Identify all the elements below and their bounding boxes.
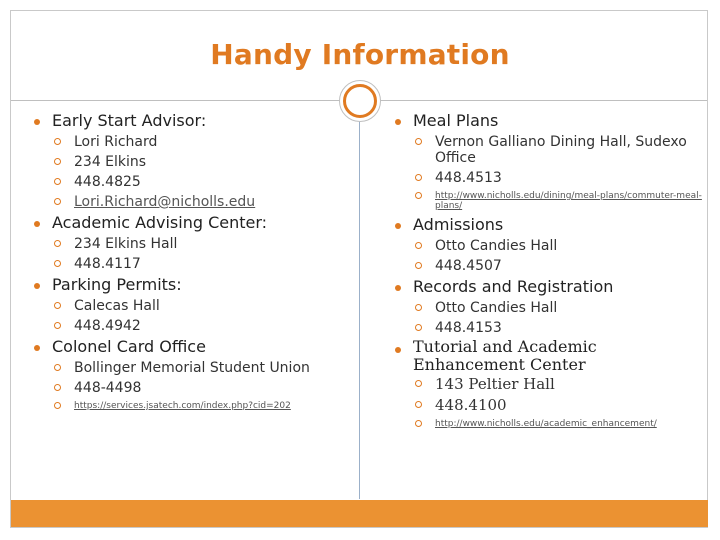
list-item [383, 188, 703, 214]
bullet-dot-icon [34, 119, 40, 125]
bullet-ring-icon [415, 242, 422, 249]
group-heading-text: Admissions [413, 215, 504, 234]
bullet-ring-icon [54, 402, 61, 409]
bullet-ring-icon [54, 384, 61, 391]
academic-enhancement-link[interactable]: http://www.nicholls.edu/academic_enhancement/ [435, 419, 657, 429]
group-heading-text: Meal Plans [413, 111, 499, 130]
list-item-text: 143 Peltier Hall [435, 375, 555, 393]
bullet-ring-icon [54, 302, 61, 309]
list-item-text: 448.4513 [435, 170, 502, 186]
group-heading [22, 274, 352, 296]
bullet-ring-icon [54, 364, 61, 371]
colonel-card-link[interactable]: https://services.jsatech.com/index.php?cid=202 [74, 401, 291, 411]
list-item [22, 254, 352, 274]
group-heading [383, 110, 703, 132]
left-column [22, 110, 352, 414]
list-item-text: 448-4498 [74, 380, 142, 396]
info-group-early-start-advisor [22, 110, 352, 212]
list-item-text: Lori Richard [74, 134, 158, 150]
list-item-text: 448.4117 [74, 256, 141, 272]
bullet-dot-icon [34, 345, 40, 351]
info-group-academic-advising [22, 212, 352, 274]
list-item [22, 132, 352, 152]
group-heading [22, 110, 352, 132]
bullet-ring-icon [415, 174, 422, 181]
info-group-tutorial-center [383, 338, 703, 432]
group-heading-text: Records and Registration [413, 277, 614, 296]
list-item [22, 152, 352, 172]
bullet-ring-icon [54, 240, 61, 247]
list-item [22, 358, 352, 378]
list-item [22, 378, 352, 398]
footer-bar [11, 500, 708, 527]
list-item-text: 234 Elkins [74, 154, 147, 170]
group-heading-text: Early Start Advisor: [52, 111, 207, 130]
bullet-ring-icon [54, 158, 61, 165]
list-item [22, 296, 352, 316]
list-item [383, 298, 703, 318]
info-group-admissions [383, 214, 703, 276]
list-item-text: Bollinger Memorial Student Union [74, 360, 310, 376]
list-item-text: Vernon Galliano Dining Hall, Sudexo Office [435, 134, 687, 166]
group-heading-text: Parking Permits: [52, 275, 182, 294]
column-divider [359, 122, 360, 499]
bullet-ring-icon [54, 260, 61, 267]
bullet-ring-icon [415, 262, 422, 269]
bullet-ring-icon [415, 192, 422, 199]
bullet-ring-icon [415, 304, 422, 311]
group-heading-text: Tutorial and Academic Enhancement Center [413, 337, 597, 374]
bullet-dot-icon [395, 119, 401, 125]
list-item [383, 416, 703, 432]
group-heading [22, 212, 352, 234]
right-column [383, 110, 703, 432]
bullet-ring-icon [54, 178, 61, 185]
list-item [383, 374, 703, 395]
list-item [22, 234, 352, 254]
group-heading-text: Academic Advising Center: [52, 213, 268, 232]
bullet-ring-icon [54, 138, 61, 145]
info-group-records-registration [383, 276, 703, 338]
bullet-dot-icon [395, 285, 401, 291]
list-item [22, 192, 352, 212]
group-heading [22, 336, 352, 358]
email-link[interactable]: Lori.Richard@nicholls.edu [74, 194, 256, 210]
list-item-text: Calecas Hall [74, 298, 160, 314]
list-item-text: 234 Elkins Hall [74, 236, 178, 252]
info-group-colonel-card [22, 336, 352, 414]
bullet-ring-icon [54, 198, 61, 205]
info-group-parking-permits [22, 274, 352, 336]
bullet-ring-icon [415, 324, 422, 331]
bullet-ring-icon [415, 401, 422, 408]
bullet-ring-icon [415, 138, 422, 145]
bullet-dot-icon [395, 347, 401, 353]
list-item-text: 448.4100 [435, 396, 507, 414]
list-item [383, 318, 703, 338]
page-title: Handy Information [210, 38, 510, 71]
list-item [22, 398, 352, 414]
bullet-dot-icon [395, 223, 401, 229]
group-heading-text: Colonel Card Office [52, 337, 206, 356]
info-group-meal-plans [383, 110, 703, 214]
list-item [383, 395, 703, 416]
group-heading [383, 214, 703, 236]
bullet-ring-icon [415, 420, 422, 427]
bullet-dot-icon [34, 283, 40, 289]
list-item-text: 448.4942 [74, 318, 141, 334]
list-item-text: 448.4507 [435, 258, 502, 274]
list-item-text: 448.4153 [435, 320, 502, 336]
list-item [383, 256, 703, 276]
list-item-text: Otto Candies Hall [435, 238, 558, 254]
bullet-dot-icon [34, 221, 40, 227]
list-item [22, 316, 352, 336]
list-item-text: Otto Candies Hall [435, 300, 558, 316]
list-item [383, 236, 703, 256]
list-item [383, 168, 703, 188]
bullet-ring-icon [415, 380, 422, 387]
list-item [383, 132, 703, 168]
group-heading [383, 276, 703, 298]
list-item [22, 172, 352, 192]
meal-plans-link[interactable]: http://www.nicholls.edu/dining/meal-plans/commuter-meal-plans/ [435, 191, 702, 211]
bullet-ring-icon [54, 322, 61, 329]
list-item-text: 448.4825 [74, 174, 141, 190]
group-heading [383, 338, 703, 374]
